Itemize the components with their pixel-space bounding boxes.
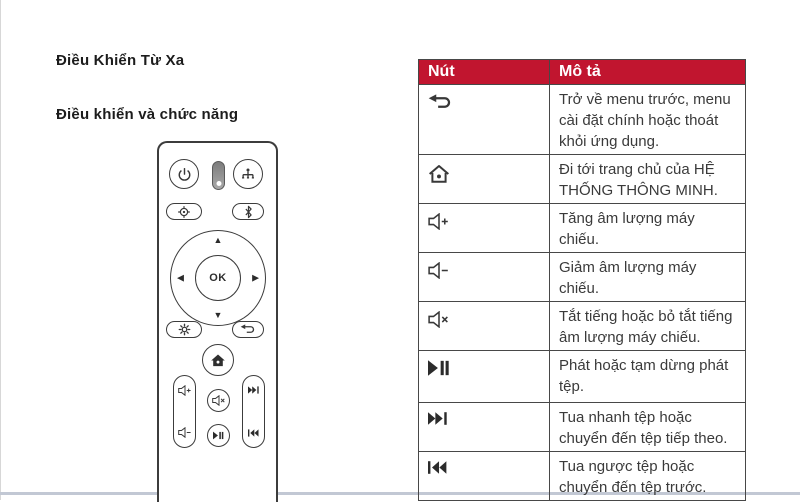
button-description: Tua ngược tệp hoặc chuyển đến tệp trước. xyxy=(550,452,746,501)
table-row xyxy=(419,351,746,403)
input-source-icon xyxy=(240,167,256,182)
page-title: Điều Khiển Từ Xa xyxy=(56,52,185,69)
table-row xyxy=(419,403,746,452)
microphone-indicator xyxy=(212,161,225,190)
button-description: Phát hoặc tạm dừng phát tệp. xyxy=(550,351,746,403)
settings-button xyxy=(166,321,202,338)
next-icon xyxy=(248,386,260,394)
table-header-row xyxy=(419,60,746,85)
bluetooth-icon xyxy=(243,205,254,219)
button-description: Trở về menu trước, menu cài đặt chính hoặc thoát khỏi ứng dụng. xyxy=(550,85,746,155)
bluetooth-button xyxy=(232,203,264,220)
button-description: Giảm âm lượng máy chiếu. xyxy=(550,253,746,302)
microphone-dot xyxy=(216,181,221,186)
volume-down-icon xyxy=(178,427,192,438)
column-header-description: Mô tả xyxy=(550,60,746,85)
button-icon-cell xyxy=(419,155,550,204)
table-row xyxy=(419,204,746,253)
button-icon-cell xyxy=(419,403,550,452)
previous-icon xyxy=(248,429,260,437)
mute-button xyxy=(207,389,230,412)
power-button xyxy=(169,159,199,189)
page-left-rule xyxy=(0,0,1,500)
volume-down-icon xyxy=(428,262,541,279)
dpad-left-icon: ◀ xyxy=(177,272,184,283)
ok-button: OK xyxy=(195,255,241,301)
volume-up-icon xyxy=(428,213,541,230)
back-button xyxy=(232,321,264,338)
play-pause-icon xyxy=(213,431,224,440)
dpad-right-icon: ▶ xyxy=(252,272,259,283)
section-title: Điều khiển và chức năng xyxy=(56,106,239,123)
focus-button xyxy=(166,203,202,220)
button-icon-cell xyxy=(419,302,550,351)
gear-icon xyxy=(178,323,191,336)
mute-icon xyxy=(428,311,541,328)
mute-icon xyxy=(212,395,226,406)
button-description: Tăng âm lượng máy chiếu. xyxy=(550,204,746,253)
table-row xyxy=(419,302,746,351)
button-icon-cell xyxy=(419,204,550,253)
button-icon-cell xyxy=(419,85,550,155)
power-icon xyxy=(177,167,192,182)
dpad-down-icon: ▼ xyxy=(213,310,223,320)
button-icon-cell xyxy=(419,253,550,302)
input-source-button xyxy=(233,159,263,189)
focus-icon xyxy=(177,205,191,219)
table-row xyxy=(419,155,746,204)
volume-up-icon xyxy=(178,385,192,396)
remote-illustration xyxy=(157,141,278,502)
seek-pill xyxy=(242,375,265,448)
home-icon xyxy=(428,164,541,184)
home-button xyxy=(202,344,234,376)
back-icon xyxy=(240,324,256,335)
home-icon xyxy=(210,353,226,368)
button-icon-cell xyxy=(419,351,550,403)
play-pause-icon xyxy=(428,360,541,376)
table-row xyxy=(419,452,746,501)
table-row xyxy=(419,85,746,155)
back-icon xyxy=(428,94,541,111)
description-table xyxy=(418,59,746,501)
button-description: Tua nhanh tệp hoặc chuyển đến tệp tiếp theo. xyxy=(550,403,746,452)
column-header-button: Nút xyxy=(419,60,550,85)
next-icon xyxy=(428,412,541,425)
play-pause-button xyxy=(207,424,230,447)
dpad xyxy=(170,230,266,326)
dpad-up-icon: ▲ xyxy=(213,235,223,245)
table-row xyxy=(419,253,746,302)
previous-icon xyxy=(428,461,541,474)
volume-pill xyxy=(173,375,196,448)
button-description: Tắt tiếng hoặc bỏ tắt tiếng âm lượng máy chiếu. xyxy=(550,302,746,351)
button-icon-cell xyxy=(419,452,550,501)
button-description: Đi tới trang chủ của HỆ THỐNG THÔNG MINH. xyxy=(550,155,746,204)
